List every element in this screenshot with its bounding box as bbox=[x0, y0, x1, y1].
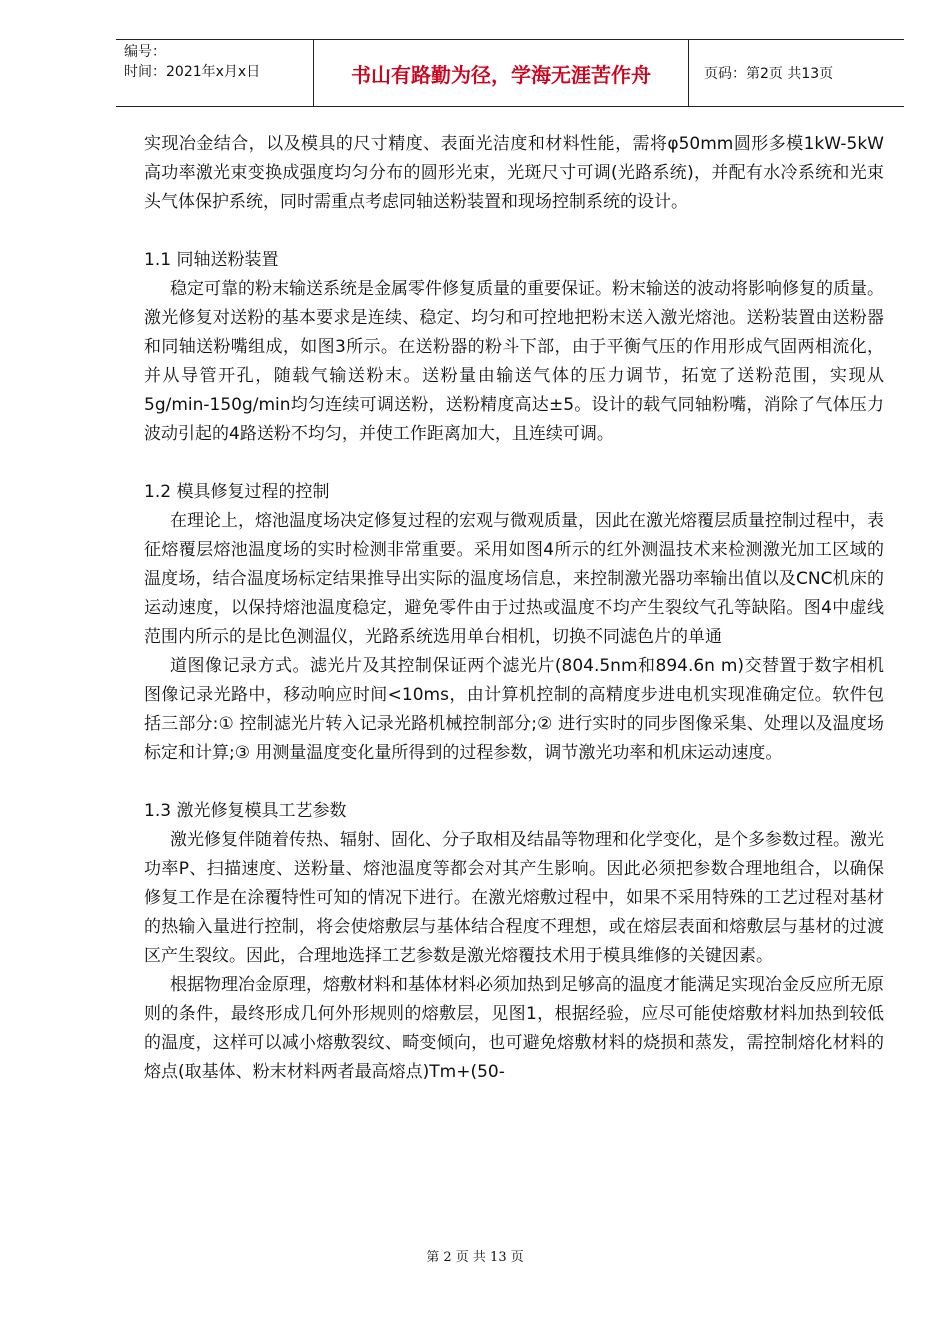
document-body bbox=[144, 130, 884, 1087]
section-1-3-paragraph-1: 激光修复伴随着传热、辐射、固化、分子取相及结晶等物理和化学变化，是个多参数过程。激光功率P、扫描速度、送粉量、熔池温度等都会对其产生影响。因此必须把参数合理地组合，以确保修复工作是在涂覆特性可知的情况下进行。在激光熔敷过程中，如果不采用特殊的工艺过程对基材的热输入量进行控制，将会使熔敷层与基体结合程度不理想，或在熔层表面和熔敷层与基材的过渡区产生裂纹。因此，合理地选择工艺参数是激光熔覆技术用于模具维修的关键因素。 bbox=[144, 830, 884, 966]
page-header bbox=[116, 39, 904, 107]
intro-paragraph: 实现冶金结合，以及模具的尺寸精度、表面光洁度和材料性能，需将φ50mm圆形多模1kW-5kW高功率激光束变换成强度均匀分布的圆形光束，光斑尺寸可调(光路系统)，并配有水冷系统和光束头气体保护系统，同时需重点考虑同轴送粉装置和现场控制系统的设计。 bbox=[144, 134, 884, 212]
header-meta bbox=[116, 40, 314, 106]
time-label: 时间：2021年x月x日 bbox=[124, 64, 261, 80]
section-1-1-paragraph: 稳定可靠的粉末输送系统是金属零件修复质量的重要保证。粉末输送的波动将影响修复的质量。激光修复对送粉的基本要求是连续、稳定、均匀和可控地把粉末送入激光熔池。送粉装置由送粉器和同轴送粉嘴组成，如图3所示。在送粉器的粉斗下部，由于平衡气压的作用形成气固两相流化，并从导管开孔，随载气输送粉末。送粉量由输送气体的压力调节，拓宽了送粉范围，实现从5g/min-150g/min均匀连续可调送粉，送粉精度高达±5。设计的载气同轴粉嘴，消除了气体压力波动引起的4路送粉不均匀，并使工作距离加大，且连续可调。 bbox=[144, 279, 884, 444]
header-motto: 书山有路勤为径，学海无涯苦作舟 bbox=[314, 40, 689, 106]
section-1-2-paragraph-1: 在理论上，熔池温度场决定修复过程的宏观与微观质量，因此在激光熔覆层质量控制过程中，表征熔覆层熔池温度场的实时检测非常重要。采用如图4所示的红外测温技术来检测激光加工区域的温度场，结合温度场标定结果推导出实际的温度场信息，来控制激光器功率输出值以及CNC机床的运动速度，以保持熔池温度稳定，避免零件由于过热或温度不均产生裂纹气孔等缺陷。图4中虚线范围内所示的是比色测温仪，光路系统选用单台相机，切换不同滤色片的单通 bbox=[144, 511, 884, 647]
page-footer: 第 2 页 共 13 页 bbox=[426, 1250, 524, 1265]
serial-label: 编号： bbox=[124, 44, 166, 60]
section-1-1-title: 1.1 同轴送粉装置 bbox=[144, 250, 279, 270]
section-1-3-title: 1.3 激光修复模具工艺参数 bbox=[144, 801, 347, 821]
section-1-2-paragraph-2: 道图像记录方式。滤光片及其控制保证两个滤光片(804.5nm和894.6n m)交替置于数字相机图像记录光路中，移动响应时间<10ms，由计算机控制的高精度步进电机实现准确定位。软件包括三部分:① 控制滤光片转入记录光路机械控制部分;② 进行实时的同步图像采集、处理以及温度场标定和计算;③ 用测量温度变化量所得到的过程参数，调节激光功率和机床运动速度。 bbox=[144, 656, 884, 763]
section-1-2-title: 1.2 模具修复过程的控制 bbox=[144, 482, 330, 502]
header-page-info: 页码：第2页 共13页 bbox=[704, 66, 834, 82]
section-1-3-paragraph-2: 根据物理冶金原理，熔敷材料和基体材料必须加热到足够高的温度才能满足实现冶金反应所无原则的条件，最终形成几何外形规则的熔敷层，见图1，根据经验，应尽可能使熔敷材料加热到较低的温度，这样可以减小熔敷裂纹、畸变倾向，也可避免熔敷材料的烧损和蒸发，需控制熔化材料的熔点(取基体、粉末材料两者最高熔点)Tm+(50- bbox=[144, 975, 884, 1082]
